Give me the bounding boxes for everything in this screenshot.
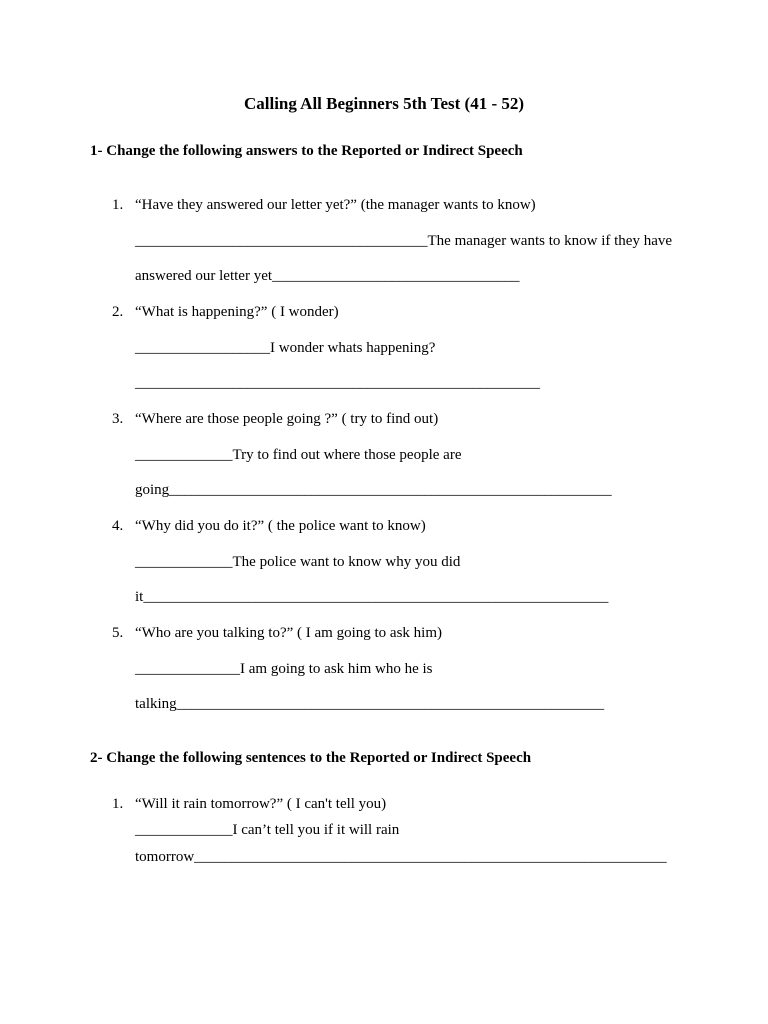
question-text: “Have they answered our letter yet?” (the manager wants to know) [135,197,536,213]
section-1-heading: 1- Change the following answers to the Reported or Indirect Speech [90,143,523,159]
answer-line: _____________The police want to know why you did [135,554,461,570]
question-text: “Why did you do it?” ( the police want to know) [135,518,426,534]
answer-line: tomorrow_______________________________________________________________ [135,849,667,865]
answer-line: __________________I wonder whats happening? [135,340,436,356]
answer-line: _____________Try to find out where those people are [135,447,462,463]
question-number: 5. [112,625,124,641]
question-number: 1. [112,796,124,812]
question-text: “Who are you talking to?” ( I am going to ask him) [135,625,442,641]
answer-line: ______________I am going to ask him who he is [135,661,433,677]
document-title: Calling All Beginners 5th Test (41 - 52) [243,94,525,113]
answer-line: answered our letter yet_________________________________ [135,268,520,284]
answer-line: talking_________________________________________________________ [135,696,605,712]
answer-line: ______________________________________________________ [135,375,540,391]
question-text: “Will it rain tomorrow?” ( I can't tell you) [135,796,387,812]
question-text: “Where are those people going ?” ( try to find out) [135,411,439,427]
answer-line: _______________________________________The manager wants to know if they have [135,233,673,249]
question-number: 1. [112,197,124,213]
question-number: 2. [112,304,124,320]
answer-line: going___________________________________________________________ [135,482,612,498]
answer-line: _____________I can’t tell you if it will rain [135,822,400,838]
question-text: “What is happening?” ( I wonder) [135,304,339,320]
question-number: 4. [112,518,124,534]
answer-line: it______________________________________________________________ [135,589,609,605]
question-number: 3. [112,411,124,427]
section-2-heading: 2- Change the following sentences to the Reported or Indirect Speech [90,750,532,766]
